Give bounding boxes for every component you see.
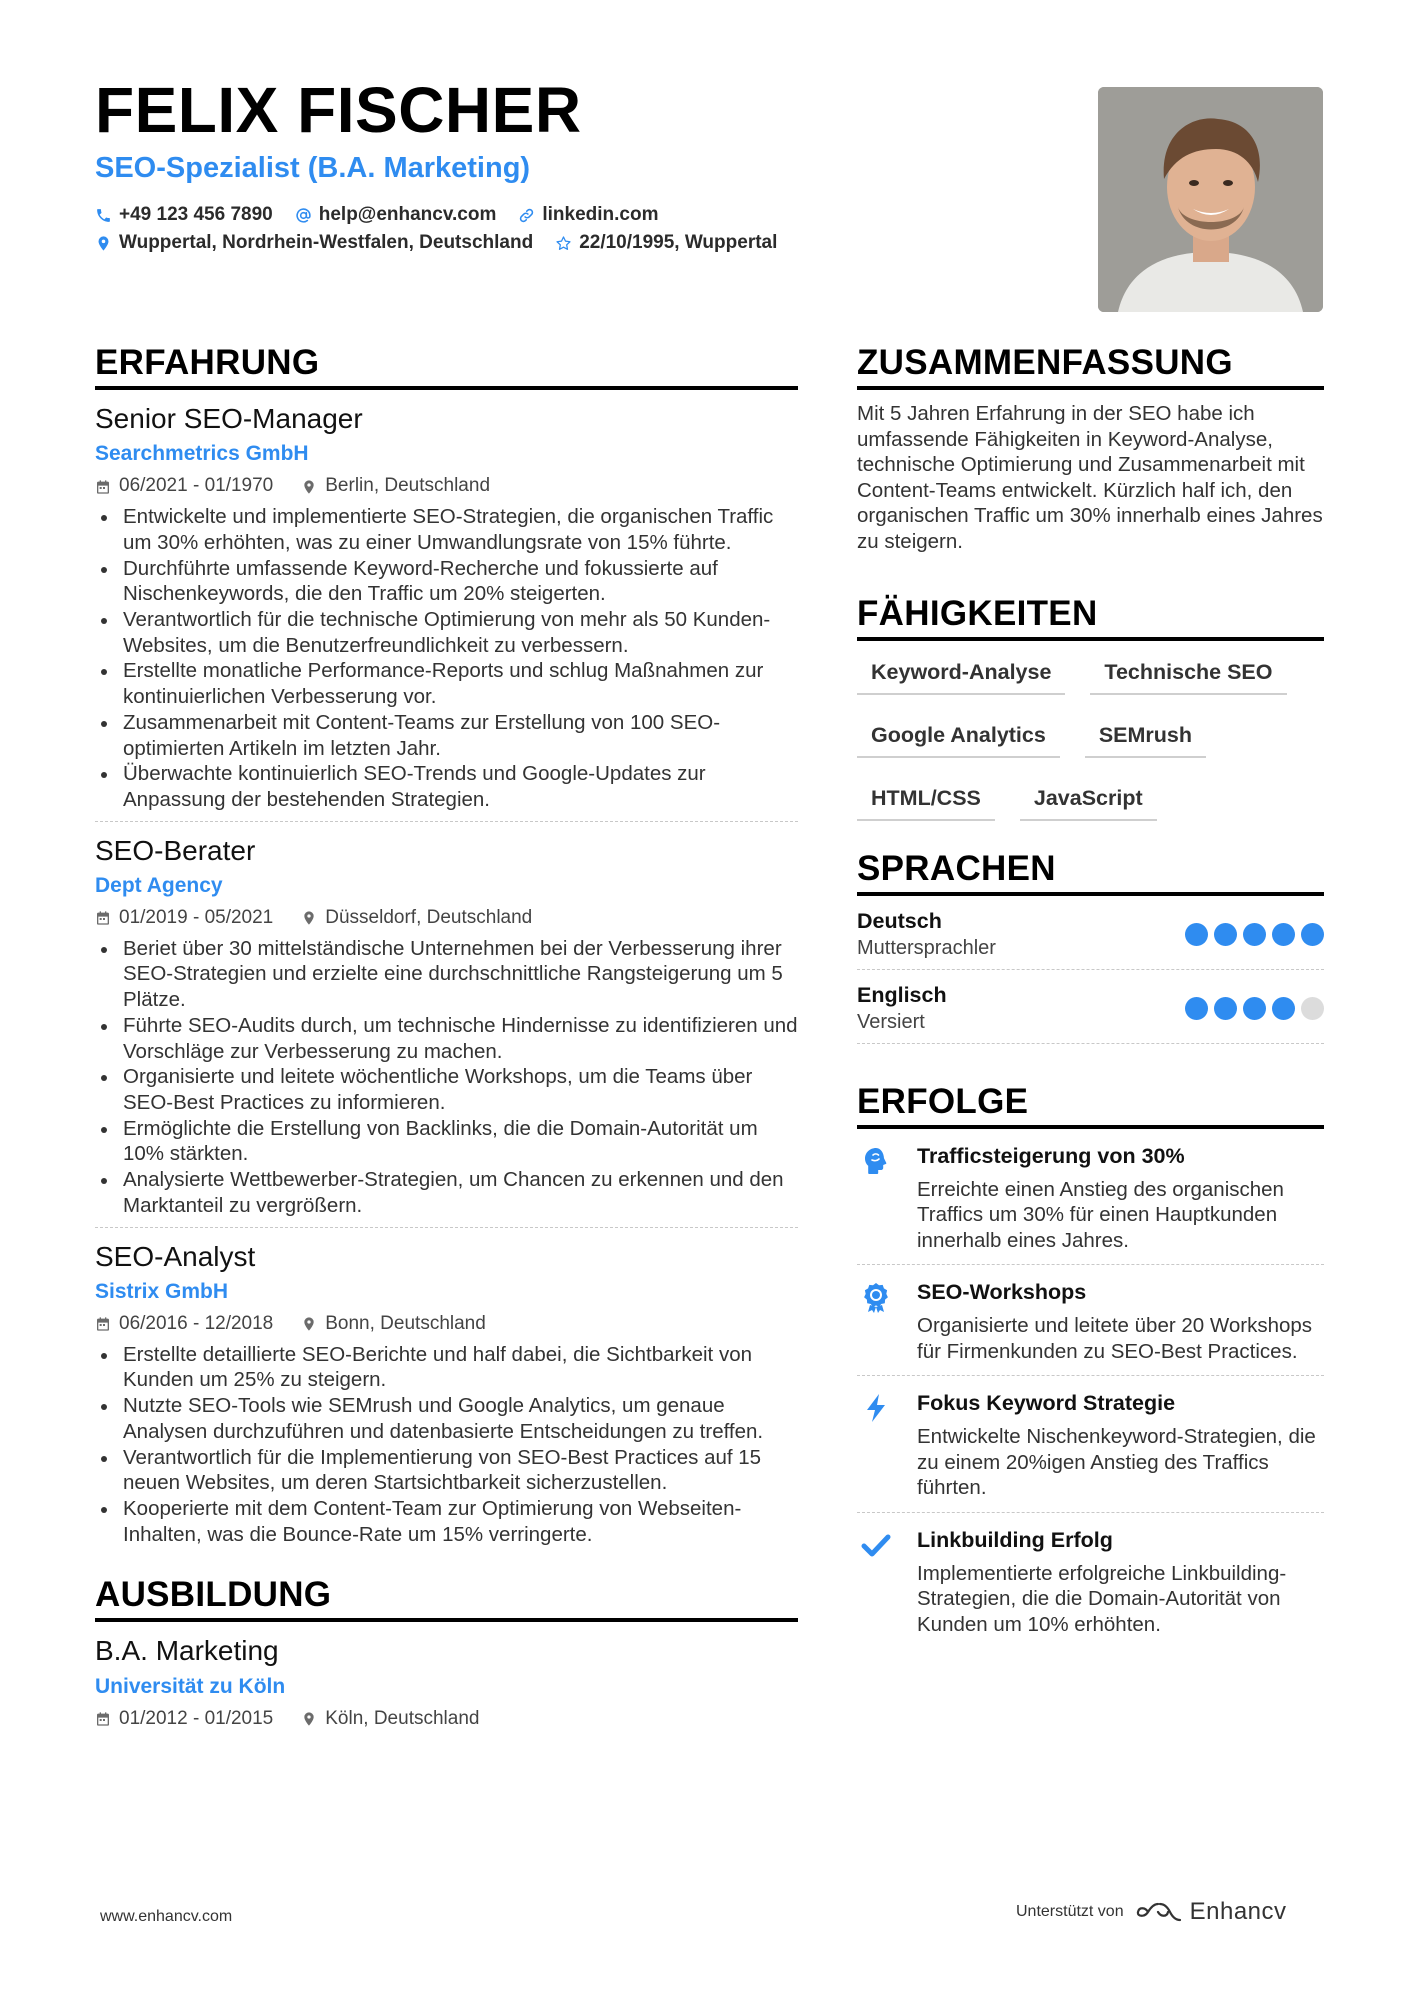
- achievement-text: Organisierte und leitete über 20 Workshops für Firmenkunden zu SEO-Best Practices.: [917, 1314, 1313, 1363]
- skill-tag: Google Analytics: [857, 713, 1060, 758]
- calendar-icon: [95, 479, 111, 495]
- checkmark-icon: [860, 1529, 892, 1561]
- calendar-icon: [95, 910, 111, 926]
- bullet: Zusammenarbeit mit Content-Teams zur Erstellung von 100 SEO-optimierten Artikeln im letzten Jahr.: [95, 710, 798, 761]
- achievement-item: [857, 1376, 1324, 1512]
- language-item: [857, 970, 1324, 1044]
- at-icon: [295, 207, 312, 224]
- school-name: Universität zu Köln: [95, 1674, 286, 1698]
- rating-dot: [1301, 997, 1324, 1020]
- language-rating: [1185, 923, 1324, 946]
- achievement-title: Linkbuilding Erfolg: [917, 1527, 1113, 1552]
- achievement-title: SEO-Workshops: [917, 1280, 1087, 1305]
- bullet: Verantwortlich für die Implementierung von SEO-Best Practices auf 15 neuen Websites, um deren Startsichtbarkeit sicherzustellen.: [95, 1445, 798, 1496]
- job-entry: [95, 1228, 798, 1548]
- brain-icon: [860, 1145, 892, 1177]
- skills-heading: FÄHIGKEITEN: [857, 596, 1324, 641]
- job-title: Senior SEO-Manager: [95, 403, 363, 434]
- bullet: Nutzte SEO-Tools wie SEMrush und Google Analytics, um genaue Analysen durchzuführen und datenbasierte Entscheidungen zu treffen.: [95, 1393, 798, 1444]
- brand-logo[interactable]: [1136, 1898, 1287, 1926]
- left-column: [95, 345, 798, 1730]
- link-icon: [518, 207, 535, 224]
- achievement-item: [857, 1265, 1324, 1376]
- job-company: Dept Agency: [95, 873, 223, 897]
- lightning-icon: [860, 1392, 892, 1424]
- phone-text: +49 123 456 7890: [119, 204, 273, 225]
- achievement-text: Entwickelte Nischenkeyword-Strategien, die zu einem 20%igen Anstieg des Traffics führten.: [917, 1425, 1316, 1500]
- achievements-heading: ERFOLGE: [857, 1084, 1324, 1129]
- skill-tag: Keyword-Analyse: [857, 650, 1065, 695]
- bullet: Erstellte monatliche Performance-Reports und schlug Maßnahmen zur kontinuierlichen Verbesserung vor.: [95, 658, 798, 709]
- job-location: Bonn, Deutschland: [301, 1313, 486, 1336]
- skill-tag: JavaScript: [1020, 776, 1157, 821]
- achievement-title: Trafficsteigerung von 30%: [917, 1144, 1185, 1168]
- achievement-title: Fokus Keyword Strategie: [917, 1391, 1176, 1416]
- skills-list: [857, 650, 1324, 839]
- achievement-item: [857, 1129, 1324, 1265]
- contact-email[interactable]: [295, 204, 497, 226]
- location-pin-icon: [301, 479, 317, 495]
- linkedin-text: linkedin.com: [542, 204, 659, 225]
- bullet: Führte SEO-Audits durch, um technische Hindernisse zu identifizieren und Vorschläge zur Verbesserung zu machen.: [95, 1013, 798, 1064]
- job-location: Berlin, Deutschland: [301, 475, 490, 498]
- job-dates: 06/2021 - 01/1970: [95, 475, 273, 498]
- bullet: Erstellte detaillierte SEO-Berichte und half dabei, die Sichtbarkeit von Kunden um 25% zu steigern.: [95, 1342, 798, 1393]
- bullet: Ermöglichte die Erstellung von Backlinks, die die Domain-Autorität um 10% stärkten.: [95, 1116, 798, 1167]
- brand-name: Enhancv: [1189, 1898, 1287, 1925]
- education-heading: AUSBILDUNG: [95, 1577, 798, 1622]
- enhancv-logo-icon: [1136, 1901, 1182, 1923]
- location-pin-icon: [95, 235, 112, 252]
- languages-heading: SPRACHEN: [857, 851, 1324, 896]
- location-text: Wuppertal, Nordrhein-Westfalen, Deutschland: [119, 232, 534, 253]
- education-entry: [95, 1622, 798, 1730]
- phone-icon: [95, 207, 112, 224]
- skill-tag: HTML/CSS: [857, 776, 995, 821]
- rating-dot: [1185, 997, 1208, 1020]
- location-pin-icon: [301, 910, 317, 926]
- rating-dot: [1272, 997, 1295, 1020]
- rating-dot: [1272, 923, 1295, 946]
- location-pin-icon: [301, 1711, 317, 1727]
- location-pin-icon: [301, 1316, 317, 1332]
- contact-linkedin[interactable]: [518, 204, 658, 226]
- contact-birth: [555, 232, 777, 254]
- education-location: Köln, Deutschland: [301, 1708, 479, 1731]
- footer-website[interactable]: www.enhancv.com: [100, 1908, 233, 1925]
- degree-title: B.A. Marketing: [95, 1635, 279, 1667]
- language-name: Deutsch: [857, 909, 942, 933]
- profile-photo: [1098, 87, 1323, 312]
- job-dates: 06/2016 - 12/2018: [95, 1313, 273, 1336]
- skill-tag: Technische SEO: [1090, 650, 1286, 695]
- bullet: Analysierte Wettbewerber-Strategien, um Chancen zu erkennen und den Marktanteil zu vergrößern.: [95, 1167, 798, 1218]
- rating-dot: [1243, 923, 1266, 946]
- job-company: Searchmetrics GmbH: [95, 442, 309, 466]
- award-medal-icon: [860, 1281, 892, 1313]
- powered-by-label: Unterstützt von: [1016, 1903, 1124, 1920]
- language-name: Englisch: [857, 983, 947, 1007]
- job-title: SEO-Berater: [95, 834, 256, 866]
- bullet: Entwickelte und implementierte SEO-Strategien, die organischen Traffic um 30% erhöhten, was zu einer Umwandlungsrate von 15% führte.: [95, 504, 798, 555]
- rating-dot: [1214, 923, 1237, 946]
- bullet: Überwachte kontinuierlich SEO-Trends und Google-Updates zur Anpassung der bestehenden Strategien.: [95, 761, 798, 812]
- job-title: SEO-Analyst: [95, 1240, 256, 1272]
- bullet: Beriet über 30 mittelständische Unternehmen bei der Verbesserung ihrer SEO-Strategien und erzielte eine durchschnittliche Rangsteigerung um 5 Plätze.: [95, 936, 798, 1013]
- job-entry: [95, 390, 798, 822]
- email-text: help@enhancv.com: [318, 204, 497, 225]
- bullet: Verantwortlich für die technische Optimierung von mehr als 50 Kunden-Websites, um die Benutzerfreundlichkeit zu verbessern.: [95, 607, 798, 658]
- experience-heading: ERFAHRUNG: [95, 345, 798, 390]
- calendar-icon: [95, 1711, 111, 1727]
- summary-text: Mit 5 Jahren Erfahrung in der SEO habe ich umfassende Fähigkeiten in Keyword-Analyse, technische Optimierung und Zusammenarbeit mit Content-Teams entwickelt. Kürzlich half ich, den organischen Traffic um 30% innerhalb eines Jahres zu steigern.: [857, 402, 1323, 553]
- bullet: Kooperierte mit dem Content-Team zur Optimierung von Webseiten-Inhalten, was die Bounce-Rate um 15% verringerte.: [95, 1496, 798, 1547]
- job-bullets: [95, 504, 798, 812]
- birth-text: 22/10/1995, Wuppertal: [579, 232, 778, 253]
- contact-phone[interactable]: [95, 204, 273, 226]
- summary-heading: ZUSAMMENFASSUNG: [857, 345, 1324, 390]
- candidate-role: SEO-Spezialist (B.A. Marketing): [95, 152, 531, 184]
- education-dates: 01/2012 - 01/2015: [95, 1708, 273, 1731]
- job-location: Düsseldorf, Deutschland: [301, 907, 532, 930]
- bullet: Organisierte und leitete wöchentliche Workshops, um die Teams über SEO-Best Practices zu informieren.: [95, 1064, 798, 1115]
- language-level: Muttersprachler: [857, 937, 996, 959]
- rating-dot: [1243, 997, 1266, 1020]
- job-company: Sistrix GmbH: [95, 1279, 229, 1303]
- achievement-text: Erreichte einen Anstieg des organischen Traffics um 30% für einen Hauptkunden innerhalb eines Jahres.: [917, 1177, 1284, 1252]
- job-bullets: [95, 936, 798, 1219]
- language-item: [857, 896, 1324, 970]
- rating-dot: [1301, 923, 1324, 946]
- job-bullets: [95, 1342, 798, 1548]
- candidate-name: FELIX FISCHER: [95, 74, 582, 146]
- calendar-icon: [95, 1316, 111, 1332]
- achievement-item: [857, 1513, 1324, 1648]
- footer-branding: [1016, 1898, 1287, 1926]
- bullet: Durchführte umfassende Keyword-Recherche und fokussierte auf Nischenkeywords, die den Traffic um 20% steigerten.: [95, 556, 798, 607]
- star-icon: [555, 235, 572, 252]
- job-dates: 01/2019 - 05/2021: [95, 907, 273, 930]
- job-entry: [95, 822, 798, 1228]
- contact-location: [95, 232, 533, 254]
- language-level: Versiert: [857, 1011, 925, 1033]
- achievement-text: Implementierte erfolgreiche Linkbuilding-Strategien, die die Domain-Autorität von Kunden um 10% erhöhten.: [917, 1561, 1287, 1636]
- right-column: [857, 345, 1324, 1648]
- skill-tag: SEMrush: [1085, 713, 1206, 758]
- rating-dot: [1185, 923, 1208, 946]
- rating-dot: [1214, 997, 1237, 1020]
- language-rating: [1185, 997, 1324, 1020]
- contact-info: [95, 205, 895, 261]
